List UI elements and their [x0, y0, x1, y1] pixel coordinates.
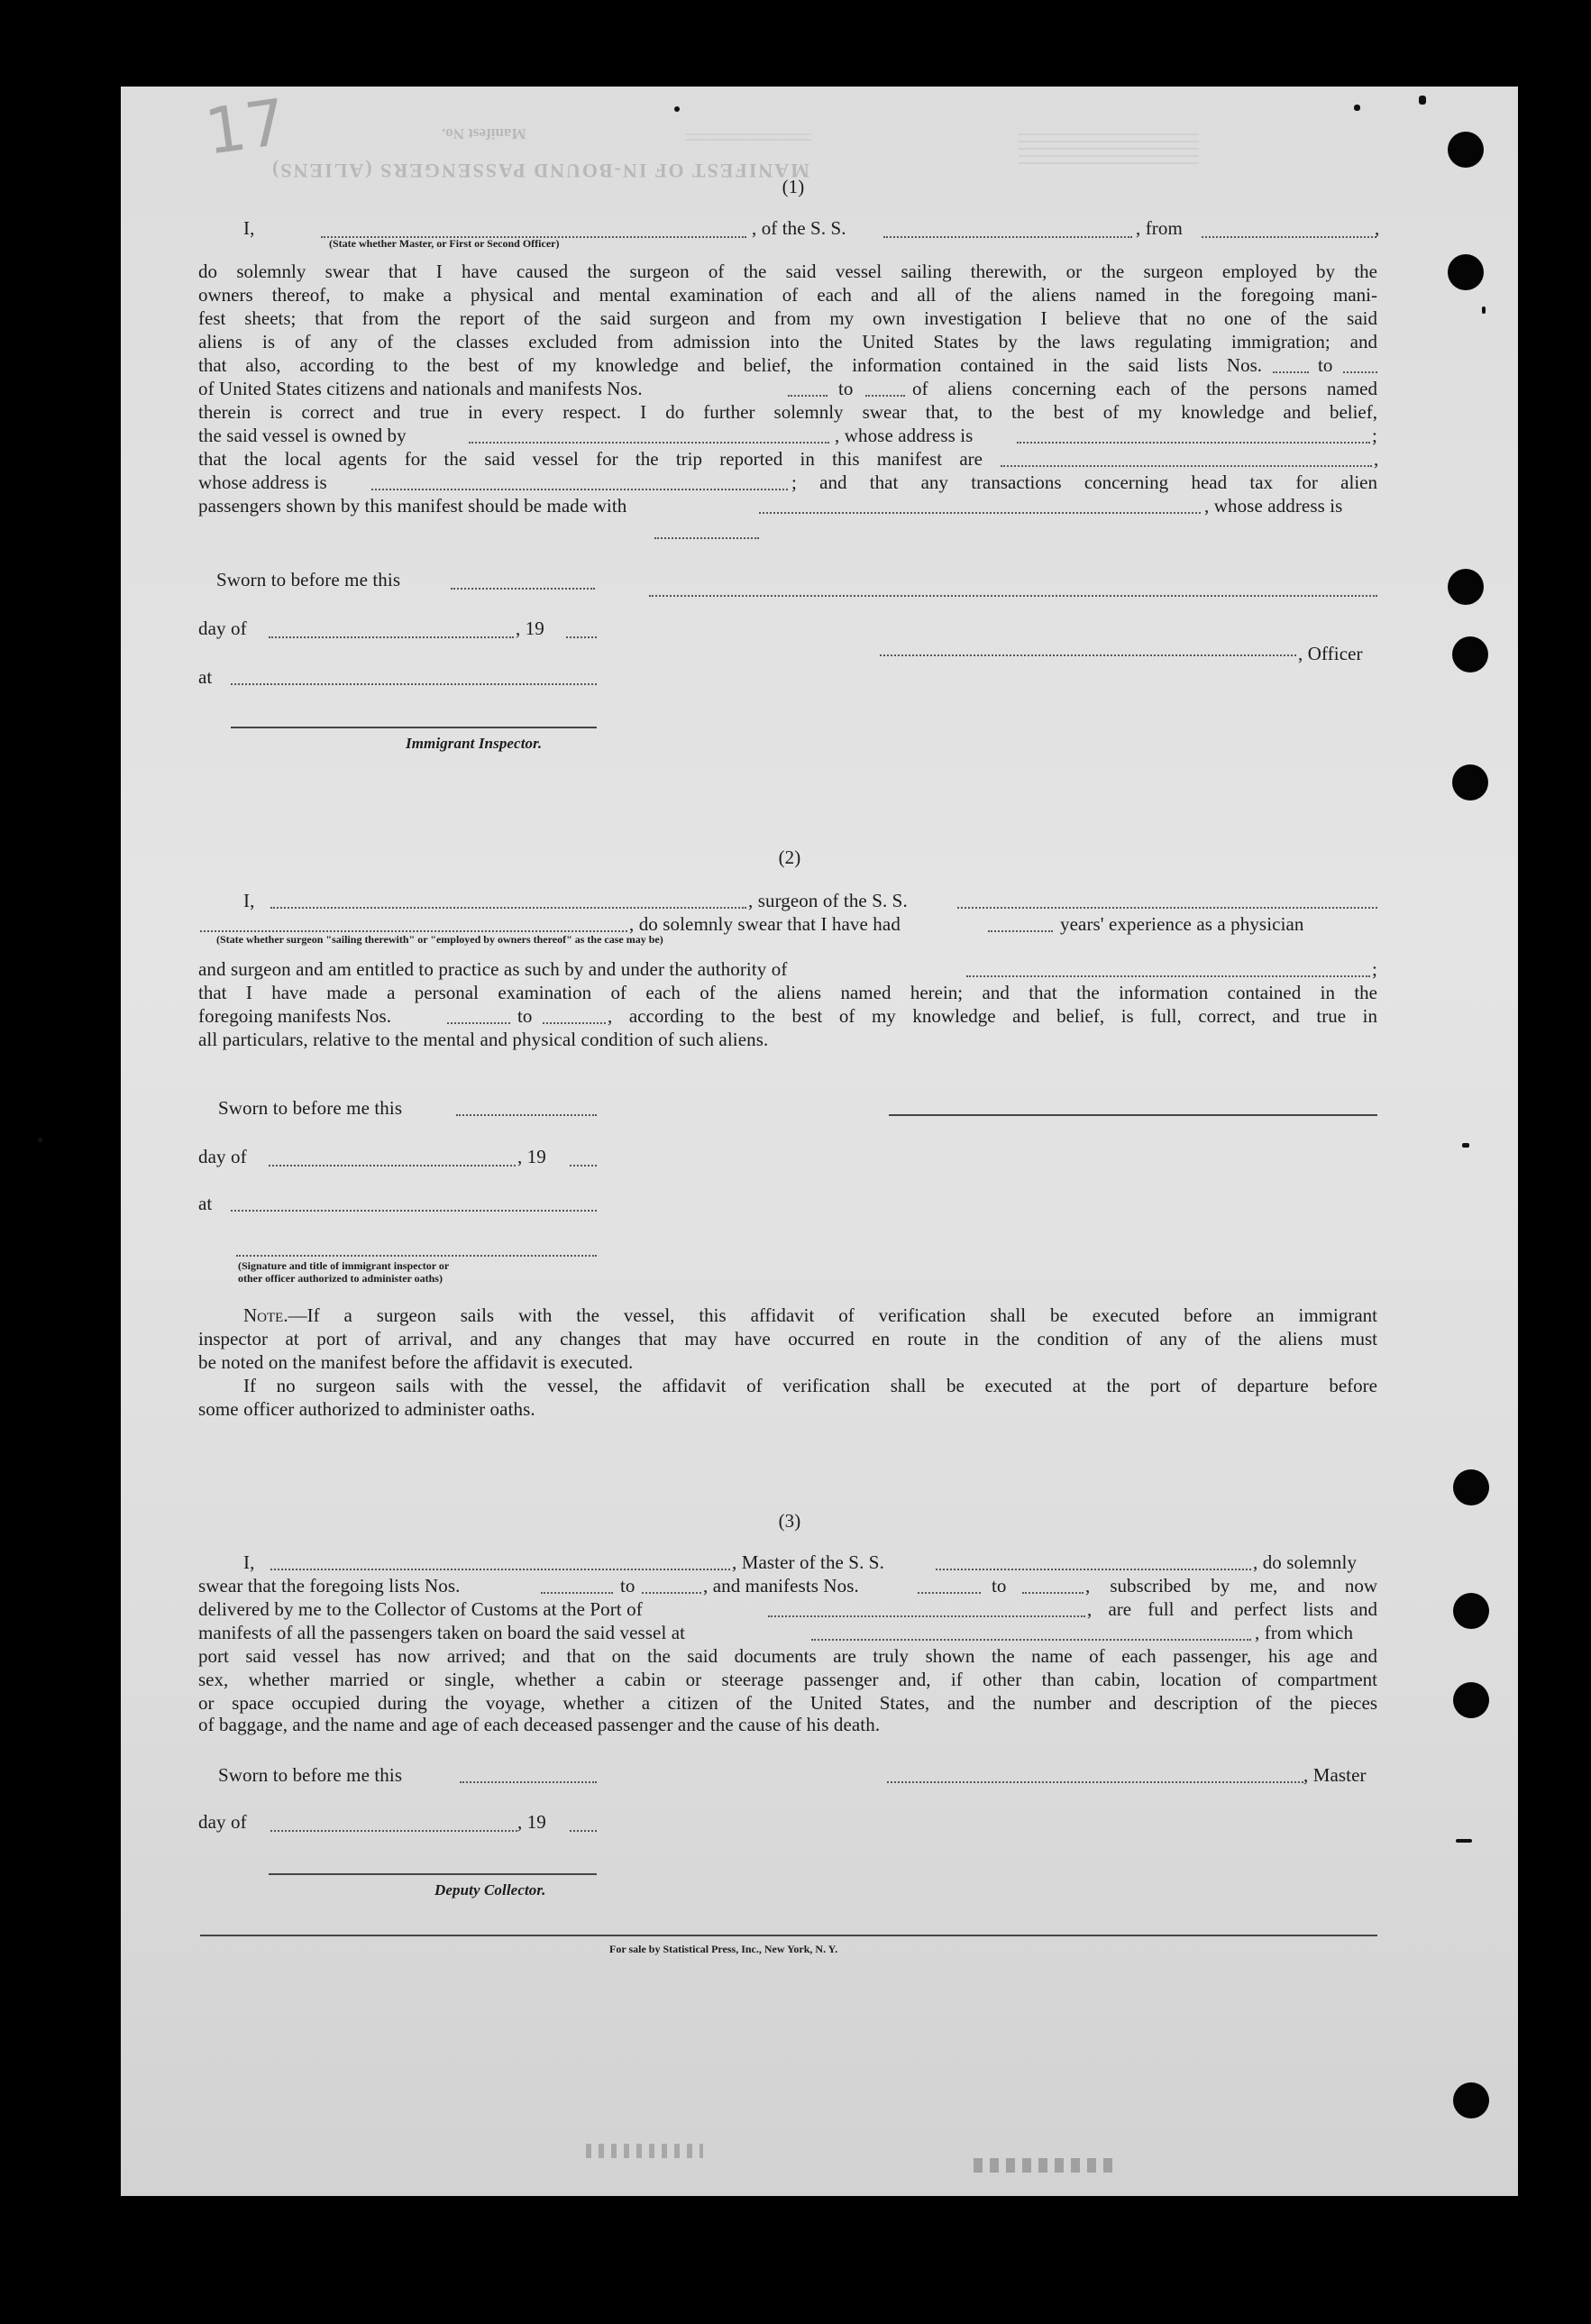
surgeon-type-note: (State whether surgeon "sailing therewith" or "employed by owners thereof" as the case may be): [216, 933, 663, 946]
punch-hole: [1452, 764, 1488, 801]
officer-signature-field[interactable]: [880, 654, 1296, 656]
authority-field[interactable]: [966, 975, 1370, 977]
year-field[interactable]: [570, 1165, 597, 1167]
s1-text-line-2: owners thereof, to make a physical and mental examination of each and all of the aliens named in the foregoing mani-: [198, 284, 1377, 306]
comma: ,: [1375, 217, 1380, 239]
collector-port-label: delivered by me to the Collector of Customs at the Port of: [198, 1598, 643, 1620]
s1-text-line-3: fest sheets; that from the report of the said surgeon and from my own investigation I believe that no one of the said: [198, 307, 1377, 329]
s3-manifests-from-field[interactable]: [918, 1592, 981, 1594]
to-label: to: [838, 378, 854, 399]
manifests-to-field[interactable]: [865, 395, 905, 397]
note-label: Note.: [243, 1304, 288, 1326]
year-label: , 19: [517, 1811, 546, 1833]
s3-manifests-to-field[interactable]: [1022, 1592, 1084, 1594]
at-place-field[interactable]: [231, 1210, 597, 1212]
semicolon: ;: [1372, 958, 1377, 980]
s3-text-line-7: or space occupied during the voyage, whether a citizen of the United States, and the number and description of the pieces: [198, 1692, 1377, 1714]
s3-text-line-6: sex, whether married or single, whether a cabin or steerage passenger and, if other than cabin, location of compartment: [198, 1669, 1377, 1690]
sworn-date-field[interactable]: [451, 588, 595, 590]
speck: [674, 106, 680, 112]
solemnly-label: , do solemnly: [1253, 1551, 1358, 1573]
of-ss-label: , of the S. S.: [752, 217, 846, 239]
section-3-i: I,: [243, 1551, 255, 1573]
semicolon: ;: [1372, 425, 1377, 446]
head-tax-address-field[interactable]: [654, 537, 759, 539]
at-place-field[interactable]: [231, 683, 597, 685]
practice-authority-text: and surgeon and am entitled to practice as such by and under the authority of: [198, 958, 788, 980]
reverse-print: [586, 2144, 703, 2158]
s3-text-line-5: port said vessel has now arrived; and that on the said documents are truly shown the name of each passenger, his age and: [198, 1645, 1377, 1667]
punch-hole: [1452, 636, 1488, 672]
owner-address-field[interactable]: [1017, 442, 1370, 444]
lists-from-field[interactable]: [1273, 371, 1309, 373]
agents-address-label: whose address is: [198, 471, 327, 493]
whose-address-label: , whose address is: [1204, 495, 1343, 517]
to-label: to: [620, 1575, 635, 1597]
deputy-collector-label: Deputy Collector.: [434, 1881, 546, 1899]
reverse-print: [1019, 133, 1199, 169]
s1-text-line-7: therein is correct and true in every respect. I do further solemnly swear that, to the best of my knowledge and belief,: [198, 401, 1377, 423]
year-field[interactable]: [570, 1830, 597, 1832]
foregoing-manifests-label: foregoing manifests Nos.: [198, 1005, 392, 1027]
s1-text-line-6c: of aliens concerning each of the persons named: [912, 378, 1377, 399]
deputy-collector-signature-line[interactable]: [269, 1873, 597, 1875]
month-field[interactable]: [269, 1165, 516, 1167]
surgeon-name-field[interactable]: [270, 907, 746, 909]
section-1-i: I,: [243, 217, 255, 239]
from-port-field[interactable]: [1202, 236, 1376, 238]
at-label: at: [198, 666, 213, 688]
owner-field[interactable]: [469, 442, 829, 444]
speck: [1354, 105, 1360, 111]
s2-manifests-to-field[interactable]: [543, 1022, 606, 1024]
sworn-label: Sworn to before me this: [218, 1097, 403, 1119]
master-vessel-field[interactable]: [936, 1569, 1251, 1570]
master-label: , Master: [1303, 1764, 1367, 1786]
signature-note-1: (Signature and title of immigrant inspector or: [238, 1259, 450, 1272]
whose-address-label: , whose address is: [835, 425, 974, 446]
s2-text-line-5c: , according to the best of my knowledge and belief, is full, correct, and true in: [608, 1005, 1377, 1027]
head-tax-party-field[interactable]: [759, 512, 1201, 514]
punch-hole: [1448, 132, 1484, 168]
signature-note-2: other officer authorized to administer oaths): [238, 1272, 443, 1285]
month-field[interactable]: [269, 636, 514, 638]
s2-text-line-6: all particulars, relative to the mental and physical condition of such aliens.: [198, 1029, 769, 1050]
foregoing-lists-label: swear that the foregoing lists Nos.: [198, 1575, 461, 1597]
agents-address-field[interactable]: [371, 489, 788, 490]
to-label: to: [1318, 354, 1333, 376]
section-3-number: (3): [778, 1510, 801, 1532]
speck: [1482, 307, 1486, 314]
vessel-name-field[interactable]: [883, 236, 1132, 238]
years-field[interactable]: [988, 930, 1053, 932]
manifests-nos-label: , and manifests Nos.: [703, 1575, 859, 1597]
officer-label: , Officer: [1298, 643, 1363, 664]
note-paragraph-line-5: some officer authorized to administer oaths.: [198, 1398, 535, 1420]
note-paragraph-line-2: inspector at port of arrival, and any changes that may have occurred en route in the condition of any of the aliens must: [198, 1328, 1377, 1350]
surgeon-type-field[interactable]: [200, 930, 627, 932]
note-paragraph-line-1: [243, 1304, 1377, 1327]
year-label: , 19: [516, 618, 544, 639]
surgeon-of-label: , surgeon of the S. S.: [748, 890, 908, 911]
immigrant-inspector-label: Immigrant Inspector.: [406, 735, 543, 752]
s1-text-line-5: that also, according to the best of my knowledge and belief, the information contained in the said lists Nos.: [198, 354, 1262, 376]
manifests-from-field[interactable]: [788, 395, 828, 397]
corner-mark: 17: [200, 85, 291, 169]
sworn-label: Sworn to before me this: [216, 569, 401, 590]
punch-hole: [1453, 2082, 1489, 2118]
at-label: at: [198, 1193, 213, 1214]
surgeon-signature-line[interactable]: [889, 1114, 1377, 1116]
s2-text-line-4: that I have made a personal examination of each of the aliens named herein; and that the information contained in the: [198, 982, 1377, 1003]
from-label: , from: [1136, 217, 1183, 239]
departure-port-field[interactable]: [811, 1639, 1251, 1641]
punch-hole: [1448, 569, 1484, 605]
full-perfect-text: , are full and perfect lists and: [1087, 1598, 1377, 1620]
note-paragraph-line-4: If no surgeon sails with the vessel, the affidavit of verification shall be executed at the port of departure before: [243, 1375, 1377, 1396]
master-officer-note: (State whether Master, or First or Second Officer): [329, 237, 560, 250]
physician-text: years' experience as a physician: [1060, 913, 1304, 935]
footer-rule: [200, 1935, 1377, 1936]
local-agents-label: that the local agents for the said vessel for the trip reported in this manifest are: [198, 448, 983, 470]
sworn-extra-field[interactable]: [649, 595, 1377, 597]
section-2-i: I,: [243, 890, 255, 911]
sworn-label: Sworn to before me this: [218, 1764, 403, 1786]
owned-by-label: the said vessel is owned by: [198, 425, 407, 446]
reverse-print: [974, 2158, 1118, 2173]
punch-hole: [1448, 254, 1484, 290]
local-agents-field[interactable]: [1001, 465, 1372, 467]
speck: [1462, 1143, 1469, 1148]
section-2-number: (2): [778, 846, 801, 868]
years-experience-text: , do solemnly swear that I have had: [629, 913, 901, 935]
sworn-date-field[interactable]: [460, 1781, 597, 1783]
day-of-label: day of: [198, 1811, 247, 1833]
lists-to-field[interactable]: [1343, 371, 1377, 373]
reverse-title: MANIFEST OF IN-BOUND PASSENGERS (ALIENS): [270, 160, 809, 182]
from-which-label: , from which: [1255, 1622, 1354, 1643]
note-text-1: —If a surgeon sails with the vessel, this affidavit of verification shall be executed before an immigrant: [288, 1304, 1377, 1326]
s3-lists-from-field[interactable]: [541, 1592, 613, 1594]
speck: [1419, 96, 1426, 105]
administering-officer-signature[interactable]: [236, 1255, 597, 1257]
subscribed-text: , subscribed by me, and now: [1085, 1575, 1377, 1597]
punch-hole: [1453, 1593, 1489, 1629]
comma: ,: [1374, 448, 1379, 470]
day-of-label: day of: [198, 618, 247, 639]
year-label: , 19: [517, 1146, 546, 1167]
to-label: to: [517, 1005, 533, 1027]
taken-on-board-label: manifests of all the passengers taken on board the said vessel at: [198, 1622, 686, 1643]
to-label: to: [992, 1575, 1007, 1597]
collector-port-field[interactable]: [768, 1615, 1085, 1617]
surgeon-vessel-field[interactable]: [957, 907, 1377, 909]
s1-text-line-4: aliens is of any of the classes excluded from admission into the United States by the laws regulating immigration; and: [198, 331, 1377, 352]
s3-lists-to-field[interactable]: [642, 1592, 701, 1594]
speck: [38, 1138, 42, 1142]
printer-credit: For sale by Statistical Press, Inc., New York, N. Y.: [609, 1943, 838, 1955]
s3-text-line-8: of baggage, and the name and age of each deceased passenger and the cause of his death.: [198, 1714, 881, 1735]
s2-manifests-from-field[interactable]: [447, 1022, 510, 1024]
head-tax-text: ; and that any transactions concerning head tax for alien: [791, 471, 1377, 493]
day-of-label: day of: [198, 1146, 247, 1167]
made-with-label: passengers shown by this manifest should be made with: [198, 495, 627, 517]
note-paragraph-line-3: be noted on the manifest before the affidavit is executed.: [198, 1351, 634, 1373]
reverse-print: [685, 133, 811, 144]
s1-text-line-6a: of United States citizens and nationals and manifests Nos.: [198, 378, 643, 399]
master-name-field[interactable]: [270, 1569, 730, 1570]
s1-text-line-1: do solemnly swear that I have caused the surgeon of the said vessel sailing therewith, or the surgeon employed by the: [198, 261, 1377, 282]
year-field[interactable]: [566, 636, 597, 638]
master-signature-field[interactable]: [887, 1781, 1303, 1783]
punch-hole: [1453, 1469, 1489, 1505]
section-1-number: (1): [782, 176, 805, 197]
manifest-number-label: Manifest No.: [442, 125, 526, 142]
month-field[interactable]: [270, 1830, 517, 1832]
sworn-date-field[interactable]: [456, 1114, 597, 1116]
inspector-signature-line[interactable]: [231, 727, 597, 728]
master-of-label: , Master of the S. S.: [732, 1551, 884, 1573]
speck: [1456, 1839, 1472, 1843]
punch-hole: [1453, 1682, 1489, 1718]
